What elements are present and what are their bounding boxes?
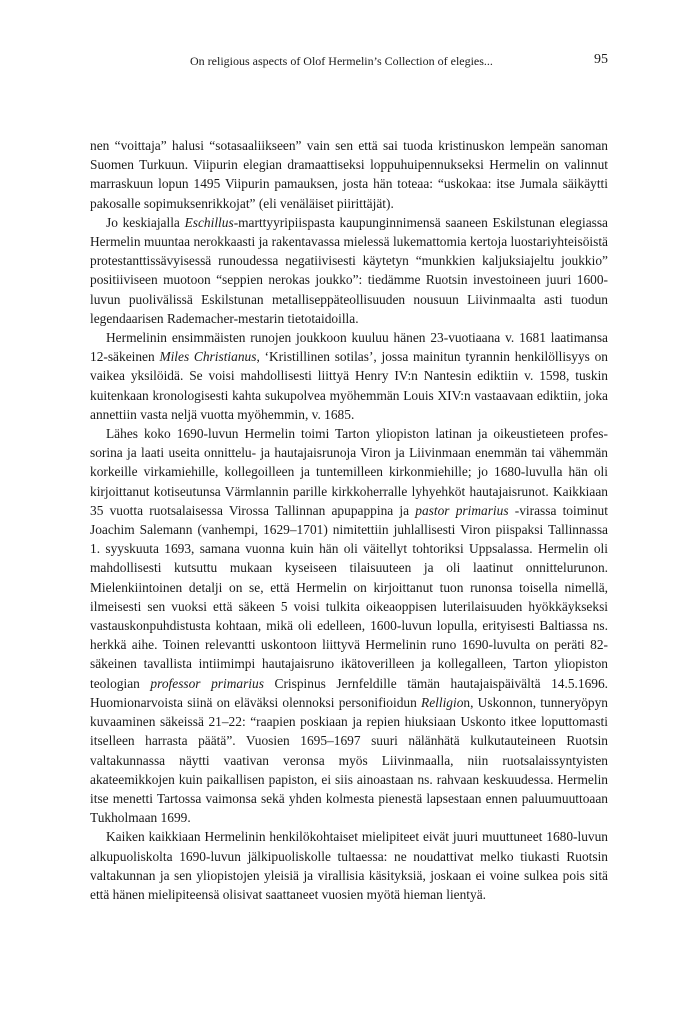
text-run: , ‘Kristillinen sotilas’, jossa mainitun tyrannin henkilöllisyys on vaikea yksilöidä. Se voisi mahdollisesti liittyä Henry IV:n Nantesin ediktiin v. 1598, tuskin kuitenkaan kronologisesti kahta sukupolvea myöhemmän Louis XIV:n vastaavaan ediktiin, joka annettiin vasta neljä vuotta myöhemmin, v. 1685. <box>90 349 608 422</box>
text-run: n, Uskonnon, tunneryöpyn kuvaaminen säkeissä 21–22: “raapien poskiaan ja repien hiuksiaan Uskonto itkee loputtomasti itselleen harrasta päätä”. Vuosien 1695–1697 suuri nälänhätä kulkutauteineen Ruotsin valtakunnassa näytti vaativan veronsa myös Liivinmaalla, niin ruotsalaissyntyisten akateemikkojen kuin paikallisen papiston, ei siis ainoastaan ns. rahvaan keskuudessa. Hermelin itse menetti Tartossa vaimonsa sekä yhden kolmesta pienestä lapsestaan ennen paluumuuttoaan Tukholmaan 1699. <box>90 694 608 826</box>
italic-term: Eschillus <box>184 214 234 230</box>
italic-term: pastor primarius <box>415 502 509 518</box>
paragraph-2 <box>90 213 608 328</box>
italic-term: professor primarius <box>150 675 264 691</box>
text-run: Hermelinin ensimmäisten runojen joukkoon kuuluu hänen 23-vuotiaana v. 1681 laatimansa 12-säkeinen <box>90 330 608 365</box>
text-run: -virassa toiminut Joachim Salemann (vanhempi, 1629–1701) nimitettiin juhlallisesti Viron piispaksi Tallinnassa 1. syyskuuta 1693, samana vuonna kuin hän oli väitellyt tohtoriksi Uppsalassa. Hermelin oli mahdollisesti kutsuttu mukaan kyseiseen tilaisuuteen ja oli laatinut onnittelurunon. Mielenkiintoinen detalji on se, että Hermelin on kirjoittanut tuon runonsa toisella nimellä, ilmeisesti sen vuoksi että säkeen 5 voisi tulkita oikeaoppisen luterilaisuuden hyökkäykseksi vastauskonpuhdistusta kohtaan, mikä oli edelleen, 1600-luvun lopulla, erityisesti Baltiassa ns. herkkä aihe. Toinen relevantti uskontoon liittyvä Hermelinin runo 1690-luvulta on peräti 82-säkeinen tavallista intiimimpi hautajaisruno ikätoverilleen ja kollegalleen, Tarton yliopiston teologian <box>90 502 608 691</box>
page-number: 95 <box>594 52 608 67</box>
text-run: Crispinus Jernfeldille tämän hautajaispäivältä 14.5.1696. Huomionarvoista siinä on eläväksi olennoksi personifioidun <box>90 675 608 710</box>
text-run: Lähes koko 1690-luvun Hermelin toimi Tarton yliopiston latinan ja oikeustieteen professorina ja laati useita onnittelu- ja hautajaisrunoja Viron ja Liivinmaan enemmän tai vähemmän korkeille virkamiehille, kollegoilleen ja tuntemilleen kirkonmiehille; jo 1680-luvulla hän oli kirjoittanut kotiseutunsa Värmlannin parille kirkkoherralle lyhyehköt hautajaisrunot. Kaikkiaan 35 vuotta ruotsalaisessa Virossa Tallinnan apupappina ja <box>90 426 608 518</box>
running-title: On religious aspects of Olof Hermelin’s Collection of elegies... <box>190 54 493 68</box>
paragraph-5 <box>90 827 608 904</box>
body-text <box>90 136 608 904</box>
text-run: nen “voittaja” halusi “sotasaaliikseen” vain sen että sai tuoda kristinuskon lempeän sanoman Suomen Turkuun. Viipurin elegian dramaattiseksi loppuhuipennukseksi Hermelin on valinnut marraskuun lopun 1495 Viipurin pamauksen, josta hän toteaa: “uskokaa: itse Jumala säikäytti pakosalle sopimuksenrikkojat” (eli venäläiset piirittäjät). <box>90 138 608 211</box>
italic-term: Miles Christianus <box>159 349 257 365</box>
paragraph-4 <box>90 424 608 827</box>
paragraph-1 <box>90 136 608 213</box>
text-run: Kaiken kaikkiaan Hermelinin henkilökohtaiset mielipiteet eivät juuri muuttuneet 1680-luvun alkupuoliskolta 1690-luvun jälkipuoliskolle tultaessa: ne noudattivat melko tiukasti Ruotsin valtakunnan ja sen yliopistojen yleisiä ja virallisia käsityksiä, joskaan ei voine sulkea pois sitä että hänen mielipiteensä olisivat saattaneet vuosien myötä hieman lientyä. <box>90 829 608 902</box>
text-run: -marttyyripiispasta kaupunginnimensä saaneen Eskilstunan elegiassa Hermelin muuntaa nerokkaasti ja rakentavassa mielessä lukemattomia kertoja luostariyhteisöistä protestanttissävyisessä runoudessa negatiivisesti käytetyn “munkkien kaljuksiajeltu joukkio” positiiviseen muotoon “seppien nerokas joukko”: tiedämme Ruotsin investoineen juuri 1600-luvun puolivälissä Eskilstunan metalliseppäteollisuuden nousuun Liivinmaalta asti tuodun legendaarisen Rademacher-mestarin tietotaidoilla. <box>90 214 609 326</box>
paragraph-3 <box>90 328 608 424</box>
italic-term: Relligio <box>421 694 464 710</box>
text-run: Jo keskiajalla <box>106 214 185 230</box>
